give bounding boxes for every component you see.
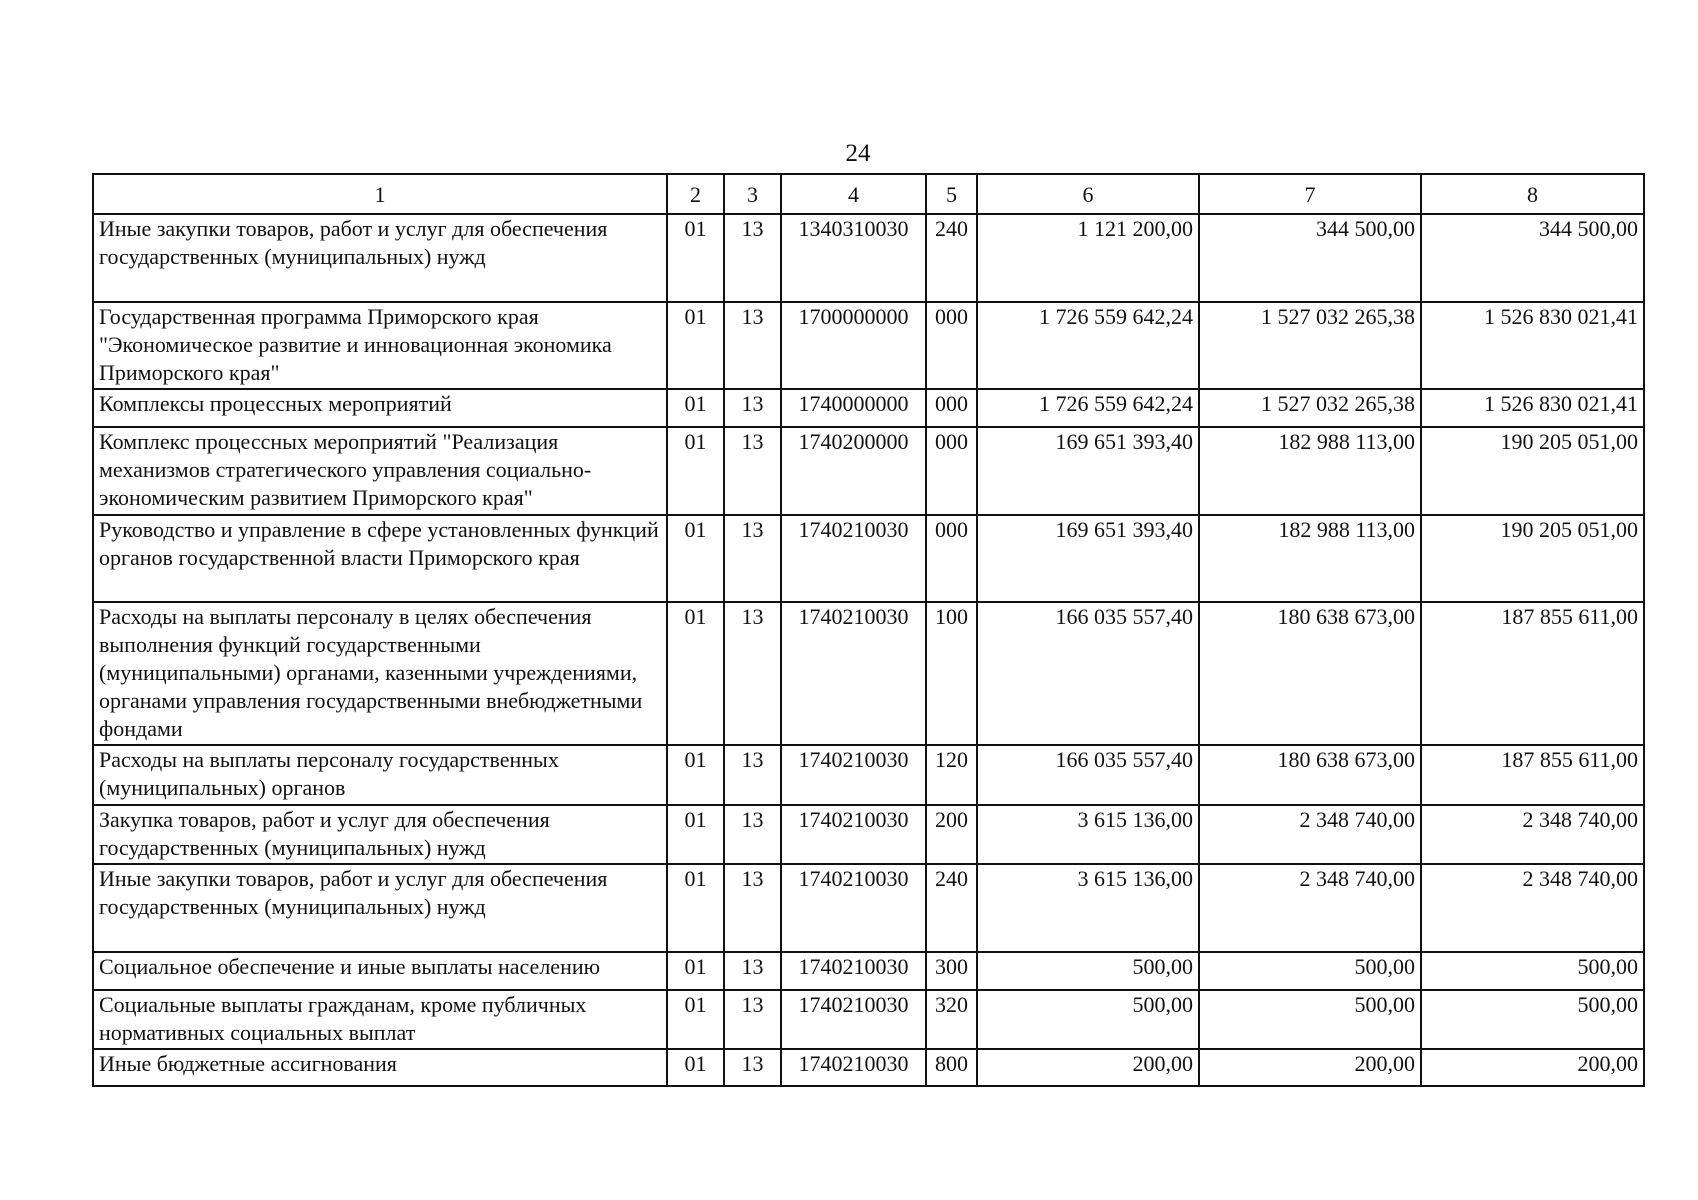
table-row — [93, 990, 1644, 1049]
column-header: 7 — [1199, 174, 1421, 214]
expense-type-code: 240 — [926, 214, 977, 302]
section-code: 01 — [667, 745, 724, 805]
amount-col8: 187 855 611,00 — [1421, 602, 1644, 745]
section-code: 01 — [667, 602, 724, 745]
subsection-code: 13 — [724, 1049, 781, 1086]
row-name: Иные бюджетные ассигнования — [93, 1049, 667, 1086]
column-header: 4 — [781, 174, 926, 214]
table-row — [93, 515, 1644, 602]
amount-col8: 2 348 740,00 — [1421, 805, 1644, 864]
subsection-code: 13 — [724, 302, 781, 389]
subsection-code: 13 — [724, 214, 781, 302]
table-row — [93, 805, 1644, 864]
section-code: 01 — [667, 990, 724, 1049]
amount-col6: 166 035 557,40 — [977, 745, 1199, 805]
column-header: 8 — [1421, 174, 1644, 214]
amount-col7: 182 988 113,00 — [1199, 427, 1421, 515]
amount-col7: 1 527 032 265,38 — [1199, 389, 1421, 427]
target-article-code: 1740000000 — [781, 389, 926, 427]
table-row — [93, 864, 1644, 952]
row-name: Иные закупки товаров, работ и услуг для обеспечения государственных (муниципальных) нужд — [93, 214, 667, 302]
expense-type-code: 000 — [926, 427, 977, 515]
page-number: 24 — [845, 140, 871, 167]
target-article-code: 1740210030 — [781, 1049, 926, 1086]
amount-col8: 500,00 — [1421, 952, 1644, 990]
subsection-code: 13 — [724, 389, 781, 427]
row-name: Расходы на выплаты персоналу в целях обеспечения выполнения функций государственными (муниципальными) органами, казенными учреждениями, органами управления государственными внебюджетными фондами — [93, 602, 667, 745]
target-article-code: 1740200000 — [781, 427, 926, 515]
amount-col7: 500,00 — [1199, 952, 1421, 990]
amount-col8: 1 526 830 021,41 — [1421, 302, 1644, 389]
table-row — [93, 389, 1644, 427]
subsection-code: 13 — [724, 745, 781, 805]
table-row — [93, 602, 1644, 745]
section-code: 01 — [667, 864, 724, 952]
section-code: 01 — [667, 515, 724, 602]
column-number-row — [93, 174, 1644, 214]
amount-col7: 2 348 740,00 — [1199, 864, 1421, 952]
table-row — [93, 1049, 1644, 1086]
section-code: 01 — [667, 427, 724, 515]
expense-type-code: 000 — [926, 515, 977, 602]
amount-col8: 2 348 740,00 — [1421, 864, 1644, 952]
amount-col7: 180 638 673,00 — [1199, 745, 1421, 805]
column-header: 2 — [667, 174, 724, 214]
budget-table — [92, 173, 1645, 1087]
amount-col8: 190 205 051,00 — [1421, 427, 1644, 515]
amount-col8: 187 855 611,00 — [1421, 745, 1644, 805]
table-row — [93, 952, 1644, 990]
target-article-code: 1740210030 — [781, 515, 926, 602]
amount-col6: 1 726 559 642,24 — [977, 302, 1199, 389]
row-name: Социальные выплаты гражданам, кроме публичных нормативных социальных выплат — [93, 990, 667, 1049]
target-article-code: 1740210030 — [781, 864, 926, 952]
target-article-code: 1340310030 — [781, 214, 926, 302]
column-header: 5 — [926, 174, 977, 214]
column-header: 6 — [977, 174, 1199, 214]
amount-col8: 190 205 051,00 — [1421, 515, 1644, 602]
target-article-code: 1700000000 — [781, 302, 926, 389]
amount-col8: 344 500,00 — [1421, 214, 1644, 302]
amount-col7: 182 988 113,00 — [1199, 515, 1421, 602]
target-article-code: 1740210030 — [781, 602, 926, 745]
amount-col6: 500,00 — [977, 952, 1199, 990]
amount-col6: 3 615 136,00 — [977, 805, 1199, 864]
row-name: Закупка товаров, работ и услуг для обеспечения государственных (муниципальных) нужд — [93, 805, 667, 864]
amount-col6: 1 121 200,00 — [977, 214, 1199, 302]
subsection-code: 13 — [724, 515, 781, 602]
target-article-code: 1740210030 — [781, 745, 926, 805]
expense-type-code: 000 — [926, 389, 977, 427]
subsection-code: 13 — [724, 427, 781, 515]
amount-col6: 169 651 393,40 — [977, 515, 1199, 602]
row-name: Комплекс процессных мероприятий "Реализация механизмов стратегического управления социально-экономическим развитием Приморского края" — [93, 427, 667, 515]
table-row — [93, 302, 1644, 389]
section-code: 01 — [667, 805, 724, 864]
expense-type-code: 120 — [926, 745, 977, 805]
section-code: 01 — [667, 389, 724, 427]
row-name: Социальное обеспечение и иные выплаты населению — [93, 952, 667, 990]
amount-col6: 3 615 136,00 — [977, 864, 1199, 952]
target-article-code: 1740210030 — [781, 990, 926, 1049]
amount-col7: 200,00 — [1199, 1049, 1421, 1086]
amount-col7: 500,00 — [1199, 990, 1421, 1049]
row-name: Расходы на выплаты персоналу государственных (муниципальных) органов — [93, 745, 667, 805]
amount-col7: 1 527 032 265,38 — [1199, 302, 1421, 389]
row-name: Иные закупки товаров, работ и услуг для обеспечения государственных (муниципальных) нужд — [93, 864, 667, 952]
expense-type-code: 300 — [926, 952, 977, 990]
column-header: 3 — [724, 174, 781, 214]
subsection-code: 13 — [724, 805, 781, 864]
section-code: 01 — [667, 952, 724, 990]
expense-type-code: 240 — [926, 864, 977, 952]
amount-col7: 2 348 740,00 — [1199, 805, 1421, 864]
row-name: Государственная программа Приморского края "Экономическое развитие и инновационная экономика Приморского края" — [93, 302, 667, 389]
row-name: Комплексы процессных мероприятий — [93, 389, 667, 427]
amount-col8: 200,00 — [1421, 1049, 1644, 1086]
amount-col6: 500,00 — [977, 990, 1199, 1049]
subsection-code: 13 — [724, 864, 781, 952]
expense-type-code: 200 — [926, 805, 977, 864]
target-article-code: 1740210030 — [781, 952, 926, 990]
amount-col7: 180 638 673,00 — [1199, 602, 1421, 745]
amount-col7: 344 500,00 — [1199, 214, 1421, 302]
table-row — [93, 427, 1644, 515]
amount-col6: 200,00 — [977, 1049, 1199, 1086]
section-code: 01 — [667, 302, 724, 389]
subsection-code: 13 — [724, 990, 781, 1049]
amount-col8: 1 526 830 021,41 — [1421, 389, 1644, 427]
expense-type-code: 000 — [926, 302, 977, 389]
expense-type-code: 100 — [926, 602, 977, 745]
amount-col6: 169 651 393,40 — [977, 427, 1199, 515]
expense-type-code: 320 — [926, 990, 977, 1049]
section-code: 01 — [667, 214, 724, 302]
amount-col6: 1 726 559 642,24 — [977, 389, 1199, 427]
subsection-code: 13 — [724, 952, 781, 990]
section-code: 01 — [667, 1049, 724, 1086]
expense-type-code: 800 — [926, 1049, 977, 1086]
subsection-code: 13 — [724, 602, 781, 745]
target-article-code: 1740210030 — [781, 805, 926, 864]
table-row — [93, 745, 1644, 805]
amount-col8: 500,00 — [1421, 990, 1644, 1049]
table-row — [93, 214, 1644, 302]
column-header: 1 — [93, 174, 667, 214]
row-name: Руководство и управление в сфере установленных функций органов государственной власти Приморского края — [93, 515, 667, 602]
amount-col6: 166 035 557,40 — [977, 602, 1199, 745]
